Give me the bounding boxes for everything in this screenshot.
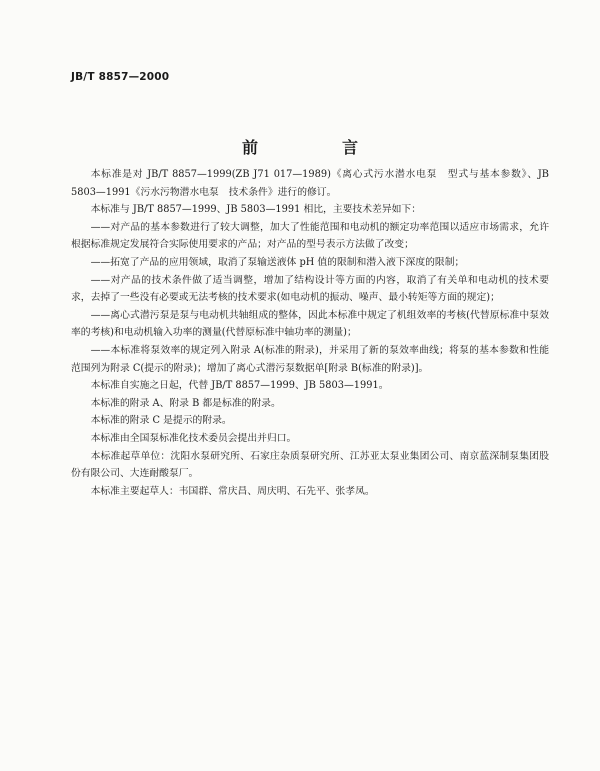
- paragraph: 本标准是对 JB/T 8857—1999(ZB J71 017—1989)《离心式污水潜水电泵 型式与基本参数》、JB 5803—1991《污水污物潜水电泵 技术条件》进行的修订。: [71, 169, 549, 198]
- paragraph: 本标准起草单位：沈阳水泵研究所、石家庄杂质泵研究所、江苏亚太泵业集团公司、南京蓝深制泵集团股份有限公司、大连耐酸泵厂。: [71, 450, 549, 480]
- paragraph: 本标准的附录 A、附录 B 都是标准的附录。: [90, 397, 281, 409]
- standard-code: JB/T 8857—2000: [71, 71, 170, 83]
- paragraph: 本标准主要起草人：韦国群、常庆昌、周庆明、石先平、张孝凤。: [90, 485, 375, 497]
- paragraph: 本标准与 JB/T 8857—1999、JB 5803—1991 相比，主要技术差异如下：: [90, 204, 422, 216]
- page-title: 前 言: [241, 138, 392, 157]
- paragraph: ——对产品的技术条件做了适当调整，增加了结构设计等方面的内容，取消了有关单和电动机的技术要求，去掉了一些没有必要或无法考核的技术要求(如电动机的振动、噪声、最小转矩等方面的规定)；: [71, 274, 549, 304]
- paragraph: ——离心式潜污泵是泵与电动机共轴组成的整体，因此本标准中规定了机组效率的考核(代替原标准中泵效率的考核)和电动机输入功率的测量(代替原标准中轴功率的测量)；: [71, 309, 549, 339]
- foreword-body: [71, 166, 549, 500]
- paragraph: 本标准自实施之日起，代替 JB/T 8857—1999、JB 5803—1991。: [90, 380, 389, 392]
- paragraph: 本标准的附录 C 是提示的附录。: [90, 415, 232, 427]
- paragraph: ——本标准将泵效率的规定列入附录 A(标准的附录)，并采用了新的泵效率曲线；将泵的基本参数和性能范围列为附录 C(提示的附录)；增加了离心式潜污泵数据单[附录 B(标准的附录)]。: [71, 344, 549, 374]
- paragraph: ——对产品的基本参数进行了较大调整，加大了性能范围和电动机的额定功率范围以适应市场需求，允许根据标准规定发展符合实际使用要求的产品；对产品的型号表示方法做了改变；: [71, 221, 549, 251]
- paragraph: 本标准由全国泵标准化技术委员会提出并归口。: [90, 432, 297, 444]
- paragraph: ——拓宽了产品的应用领域，取消了泵输送液体 pH 值的限制和潜入液下深度的限制；: [90, 256, 465, 268]
